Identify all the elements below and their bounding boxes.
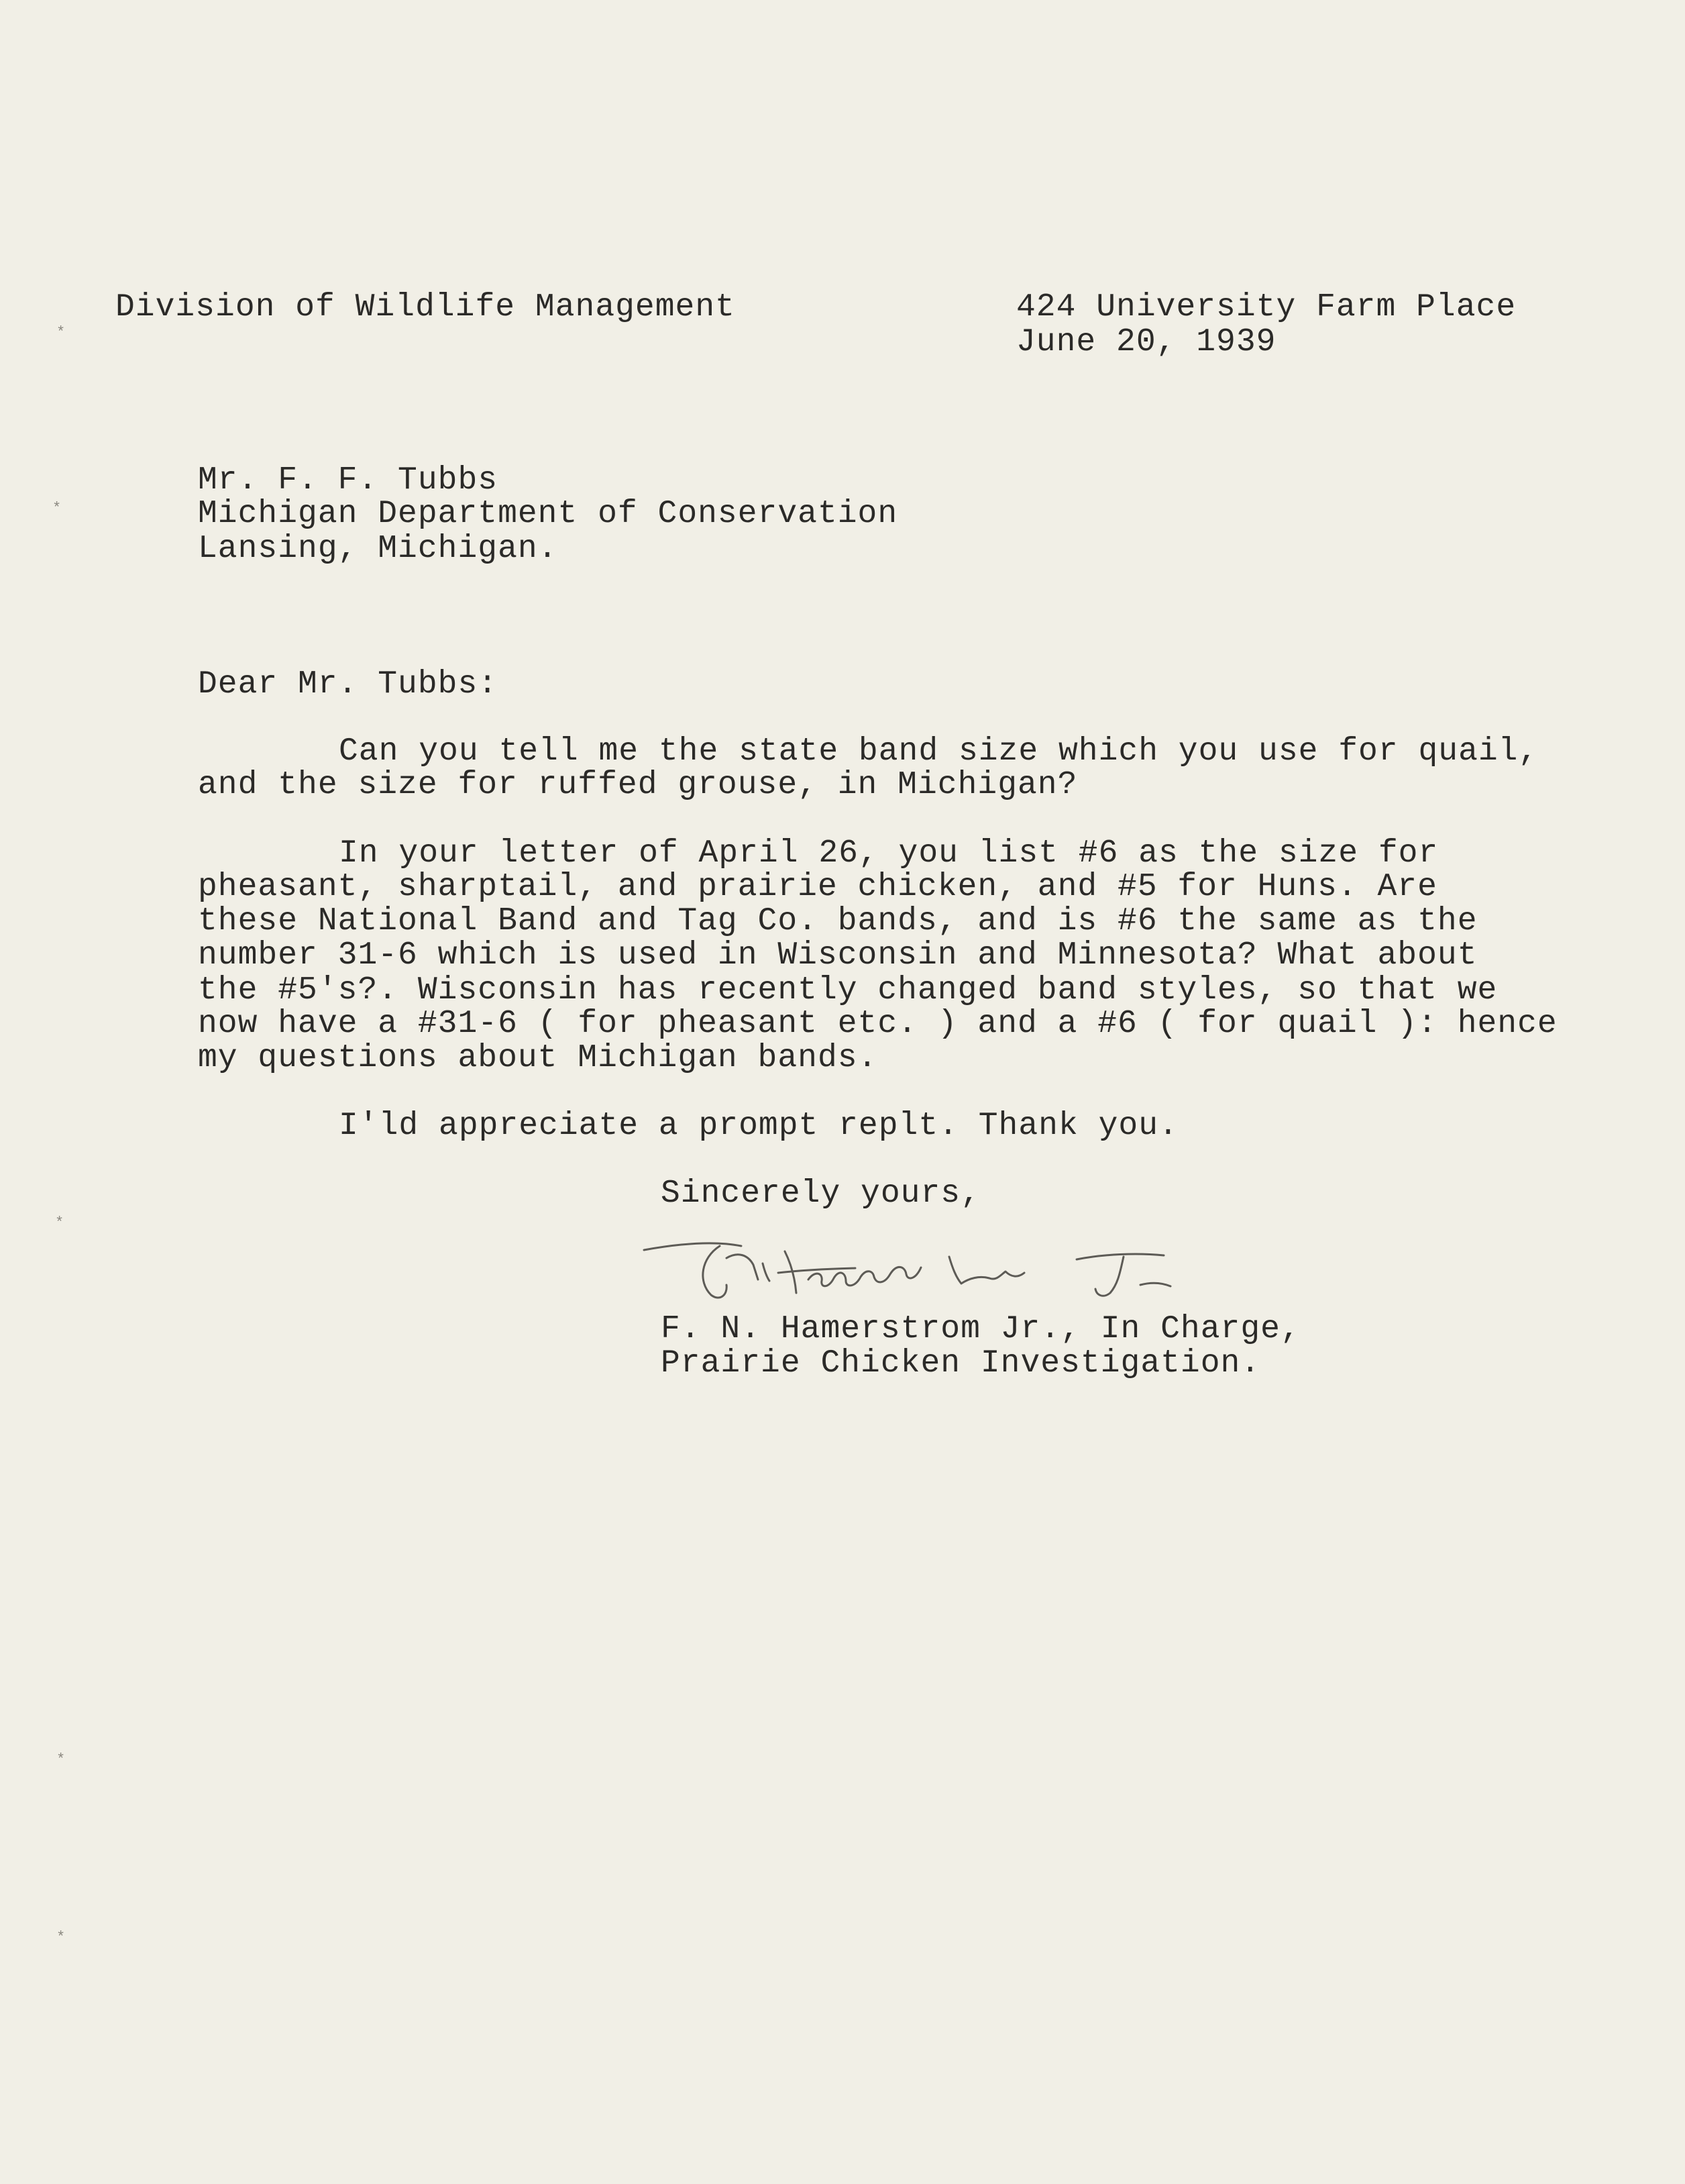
paragraph-2-line: pheasant, sharptail, and prairie chicken, and #5 for Huns. Are: [198, 869, 1437, 905]
signer-project: Prairie Chicken Investigation.: [661, 1345, 1261, 1382]
closing: Sincerely yours,: [661, 1176, 981, 1212]
sender-address: 424 University Farm Place: [1016, 289, 1517, 325]
paragraph-2-line: the #5's?. Wisconsin has recently changed band styles, so that we: [198, 972, 1498, 1008]
margin-mark: *: [56, 1751, 66, 1768]
paragraph-2-line: number 31-6 which is used in Wisconsin and Minnesota? What about: [198, 937, 1478, 974]
handwritten-signature: [641, 1231, 1211, 1312]
signer-name-title: F. N. Hamerstrom Jr., In Charge,: [661, 1311, 1301, 1347]
margin-mark: *: [56, 1929, 66, 1946]
margin-mark: *: [52, 500, 62, 517]
recipient-name: Mr. F. F. Tubbs: [198, 462, 498, 499]
paragraph-3: I'ld appreciate a prompt replt. Thank you.: [339, 1108, 1179, 1144]
paragraph-1-line: Can you tell me the state band size which you use for quail,: [339, 733, 1539, 770]
letter-date: June 20, 1939: [1016, 324, 1276, 360]
recipient-location: Lansing, Michigan.: [198, 531, 558, 567]
margin-mark: *: [55, 1214, 64, 1231]
paragraph-2-line: these National Band and Tag Co. bands, and is #6 the same as the: [198, 903, 1478, 939]
paragraph-2-line: now have a #31-6 ( for pheasant etc. ) and a #6 ( for quail ): hence: [198, 1006, 1558, 1042]
paragraph-1-line: and the size for ruffed grouse, in Michigan?: [198, 767, 1078, 803]
division-heading: Division of Wildlife Management: [115, 289, 735, 325]
paragraph-2-line: my questions about Michigan bands.: [198, 1040, 878, 1076]
margin-mark: *: [56, 324, 66, 341]
recipient-organization: Michigan Department of Conservation: [198, 496, 898, 532]
paragraph-2-line: In your letter of April 26, you list #6 as the size for: [339, 835, 1439, 872]
salutation: Dear Mr. Tubbs:: [198, 666, 498, 703]
